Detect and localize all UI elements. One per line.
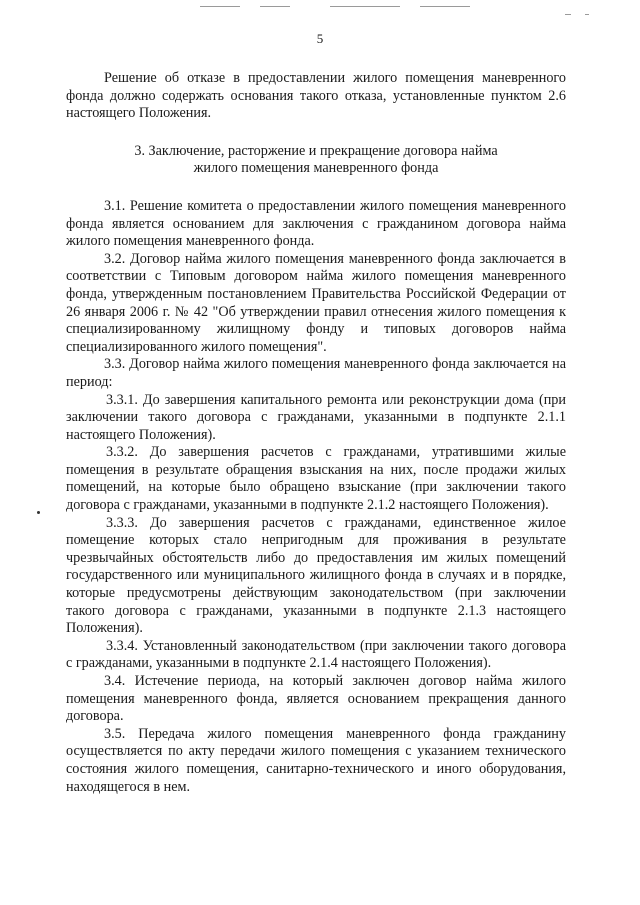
paragraph-3-1: 3.1. Решение комитета о предоставлении жилого помещения маневренного фонда является основанием для заключения с гражданином договора найма жилого помещения маневренного фонда. bbox=[66, 197, 566, 250]
section-title-line-1: 3. Заключение, расторжение и прекращение договора найма bbox=[134, 142, 498, 159]
paragraph-3-3-3: 3.3.3. До завершения расчетов с гражданами, единственное жилое помещение которых стало непригодным для проживания в результате чрезвычайных обстоятельств либо до предоставления им жилых помещений государственного или муниципального жилищного фонда в случаях и в порядке, которые предусмотрены действующим законодательством (при заключении такого договора с гражданами, указанными в подпункте 2.1.3 настоящего Положения). bbox=[66, 514, 566, 637]
paragraph-3-5: 3.5. Передача жилого помещения маневренного фонда гражданину осуществляется по акту передачи жилого помещения с указанием технического состояния жилого помещения, санитарно-технического и иного оборудования, находящегося в нем. bbox=[66, 725, 566, 795]
section-title-line-2: жилого помещения маневренного фонда bbox=[193, 160, 439, 177]
paragraph-3-3-1: 3.3.1. До завершения капитального ремонта или реконструкции дома (при заключении такого договора с гражданами, указанными в подпункте 2.1.1 настоящего Положения). bbox=[66, 391, 566, 443]
paragraph-3-4: 3.4. Истечение периода, на который заключен договор найма жилого помещения маневренного фонда, является основанием прекращения данного договора. bbox=[66, 673, 566, 725]
paragraph-3-2: 3.2. Договор найма жилого помещения маневренного фонда заключается в соответствии с Типовым договором найма жилого помещения маневренного фонда, утвержденным постановлением Правительства Российской Федерации от 26 января 2006 г. № 42 "Об утверждении правил отнесения жилого помещения к специализированному жилищному фонду и типовых договоров найма специализированного жилого помещения". bbox=[66, 250, 566, 355]
page-number: 5 bbox=[316, 31, 324, 46]
intro-paragraph: Решение об отказе в предоставлении жилого помещения маневренного фонда должно содержать основания такого отказа, установленные пунктом 2.6 настоящего Положения. bbox=[66, 70, 566, 122]
paragraph-3-3: 3.3. Договор найма жилого помещения маневренного фонда заключается на период: bbox=[66, 356, 566, 390]
document-body bbox=[66, 70, 566, 796]
paragraph-3-3-4: 3.3.4. Установленный законодательством (при заключении такого договора с гражданами, указанными в подпункте 2.1.4 настоящего Положения). bbox=[66, 637, 566, 672]
scan-artifact-line bbox=[0, 6, 640, 12]
section-heading bbox=[66, 143, 566, 178]
paragraph-3-3-2: 3.3.2. До завершения расчетов с гражданами, утратившими жилые помещения в результате обращения взыскания на них, после продажи жилых помещений, на которые было обращено взыскание (при заключении такого договора с гражданами, указанными в подпункте 2.1.2 настоящего Положения). bbox=[66, 444, 566, 514]
scan-dot bbox=[37, 511, 40, 514]
